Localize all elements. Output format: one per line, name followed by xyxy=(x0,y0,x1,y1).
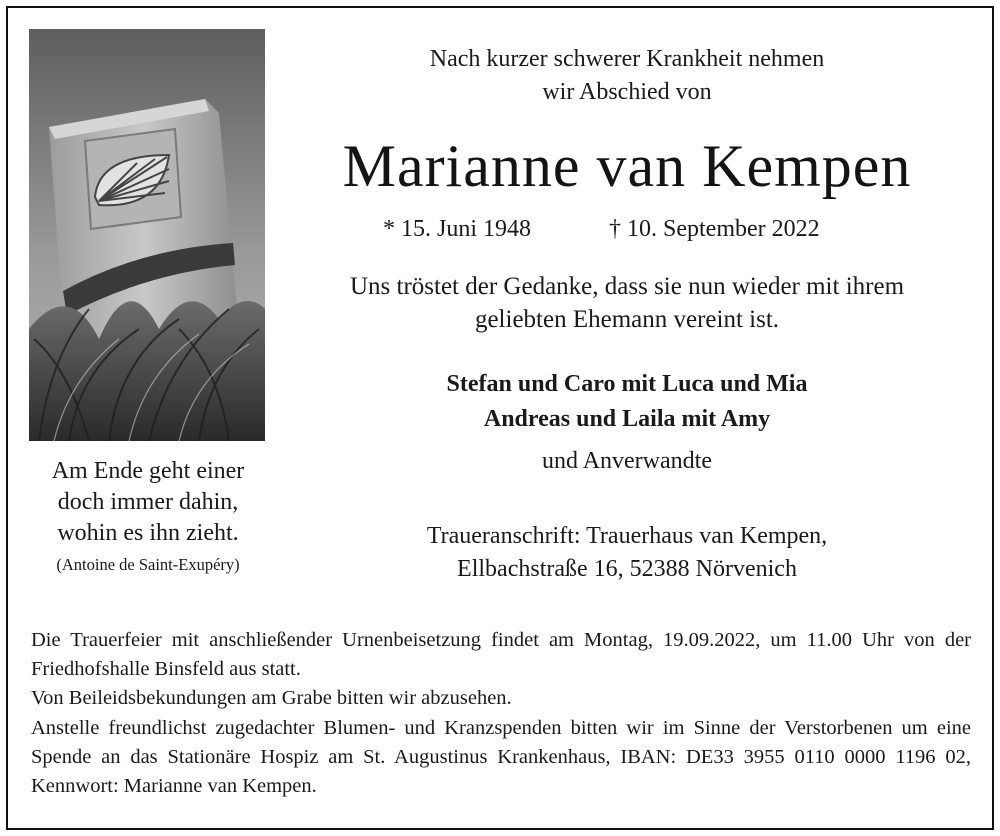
address-line: Ellbachstraße 16, 52388 Nörvenich xyxy=(457,556,797,582)
condolence-paragraph: Von Beileidsbekundungen am Grabe bitten wir abzusehen. xyxy=(31,687,512,710)
relatives-text: und Anverwandte xyxy=(542,448,712,474)
comfort-text xyxy=(282,270,972,336)
comfort-line: geliebten Ehemann vereint ist. xyxy=(474,306,780,333)
family-line: Andreas und Laila mit Amy xyxy=(483,406,771,432)
mourning-address xyxy=(282,520,972,586)
deceased-name: Marianne van Kempen xyxy=(342,133,912,199)
quote-line: wohin es ihn zieht. xyxy=(57,520,239,546)
comfort-line: Uns tröstet der Gedanke, dass sie nun wieder mit ihrem xyxy=(349,273,905,300)
milestone-photo xyxy=(29,29,265,441)
ceremony-paragraph: Die Trauerfeier mit anschließender Urnenbeisetzung findet am Montag, 19.09.2022, um 11.00 Uhr von der Friedhofshalle Binsfeld aus statt. xyxy=(31,629,971,681)
funeral-details xyxy=(31,626,971,801)
intro-text xyxy=(282,43,972,109)
quote-author: (Antoine de Saint-Exupéry) xyxy=(56,555,240,574)
death-date: † 10. September 2022 xyxy=(609,216,820,242)
family-names xyxy=(282,367,972,437)
address-line: Traueranschrift: Trauerhaus van Kempen, xyxy=(426,523,828,549)
quote-block xyxy=(14,456,282,577)
birth-date: * 15. Juni 1948 xyxy=(383,216,532,242)
donation-paragraph: Anstelle freundlichst zugedachter Blumen- und Kranzspenden bitten wir im Sinne der Verstorbenen um eine Spende an das Stationäre Hospiz am St. Augustinus Krankenhaus, IBAN: DE33 3955 0110 0000 1196 02, Kennwort: Marianne van Kempen. xyxy=(31,716,971,798)
quote-line: doch immer dahin, xyxy=(57,489,239,515)
family-line: Stefan und Caro mit Luca und Mia xyxy=(446,371,808,397)
intro-line: wir Abschied von xyxy=(542,79,712,105)
intro-line: Nach kurzer schwerer Krankheit nehmen xyxy=(429,46,825,72)
quote-line: Am Ende geht einer xyxy=(51,458,245,484)
